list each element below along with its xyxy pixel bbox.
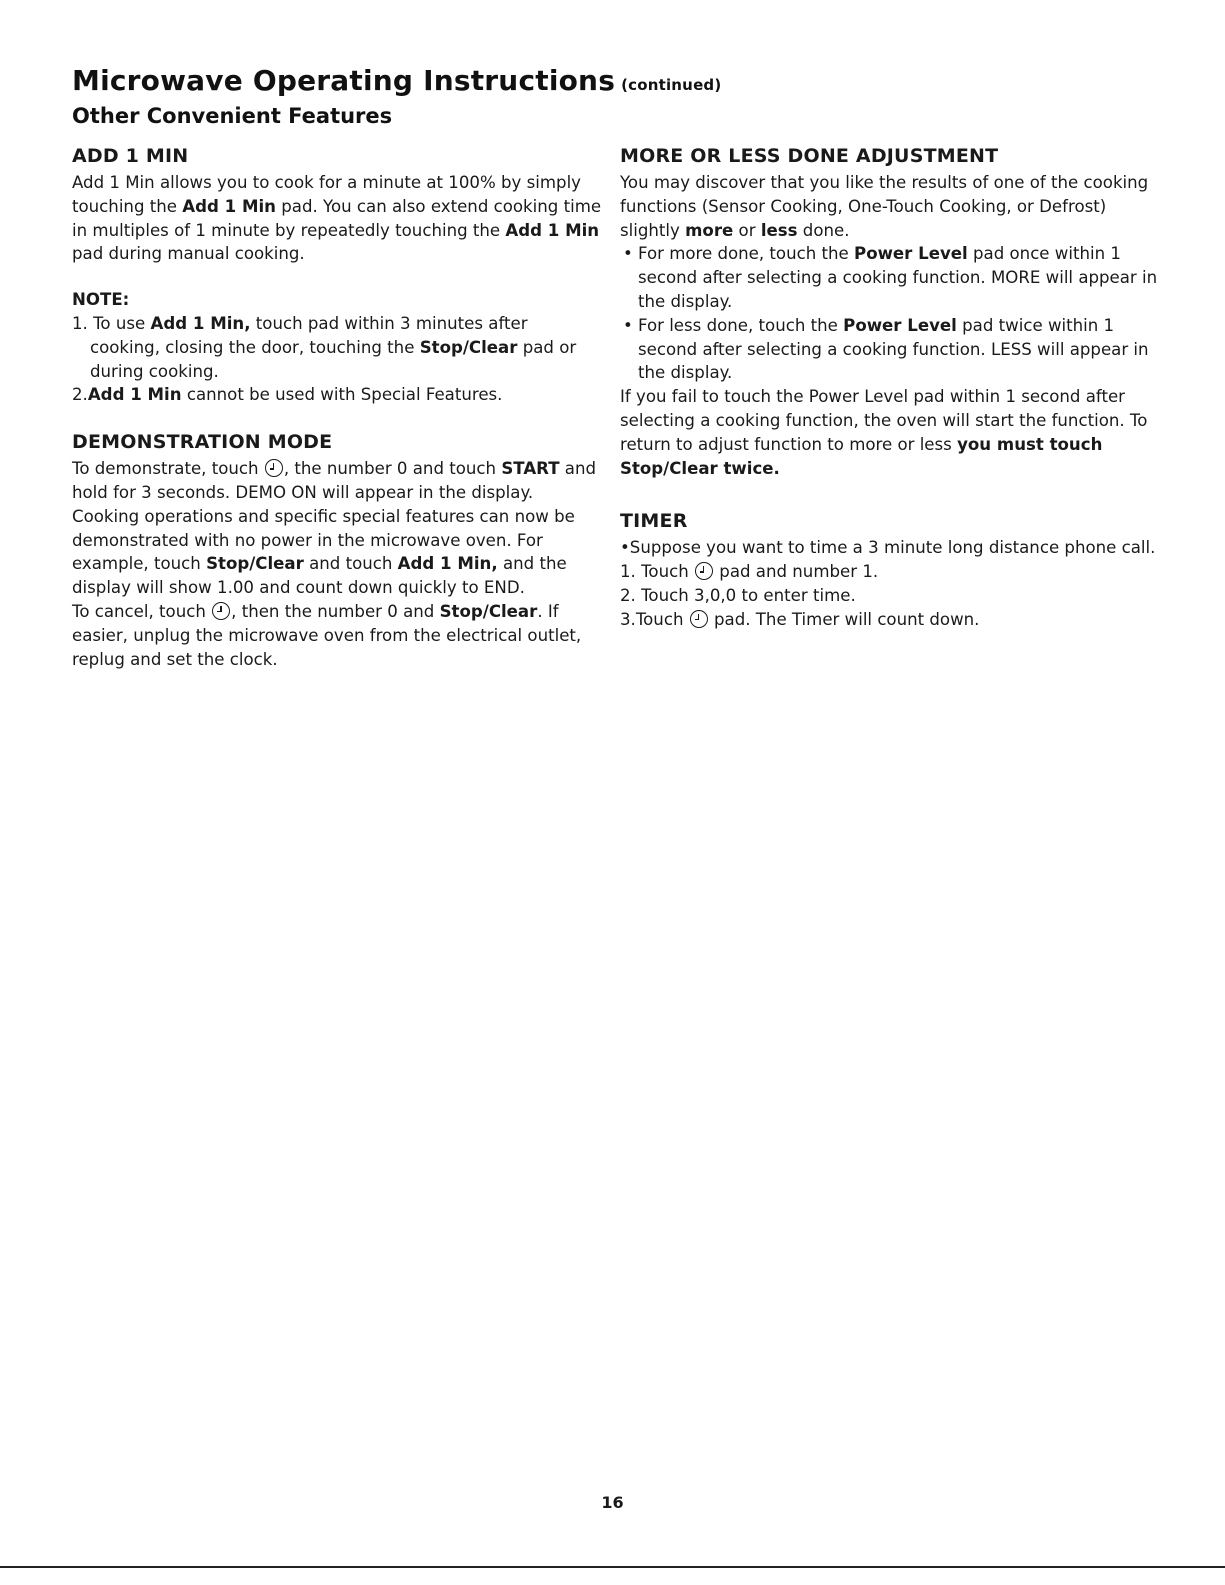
demo-heading: DEMONSTRATION MODE: [72, 431, 333, 454]
add1min-heading: ADD 1 MIN: [72, 145, 189, 167]
note-item-2: 2.Add 1 Min cannot be used with Special Features.: [72, 385, 503, 405]
page-number: 16: [601, 1493, 624, 1512]
clock-icon: [212, 602, 230, 620]
timer-step-3: 3.Touch pad. The Timer will count down.: [620, 609, 980, 629]
note-heading: NOTE:: [72, 290, 130, 310]
moreless-paragraph: You may discover that you like the results of one of the cooking functions (Sensor Cooking, One-Touch Cooking, or Defrost) slightly more or less done.: [620, 173, 1149, 240]
timer-step-1: 1. Touch pad and number 1.: [620, 562, 879, 582]
timer-heading: TIMER: [620, 510, 688, 533]
right-column: [620, 143, 1160, 632]
continued-label: (continued): [621, 76, 722, 94]
moreless-heading: MORE OR LESS DONE ADJUSTMENT: [620, 145, 999, 167]
clock-icon: [690, 610, 708, 628]
moreless-bullet-less: • For less done, touch the Power Level pad twice within 1 second after selecting a cooking function. LESS will appear in the display.: [620, 314, 1160, 385]
bottom-rule: [0, 1566, 1225, 1568]
note-item-1: 1. To use Add 1 Min, touch pad within 3 minutes after cooking, closing the door, touching the Stop/Clear pad or during cooking.: [72, 313, 577, 381]
page-title: [72, 64, 721, 97]
add1min-paragraph: Add 1 Min allows you to cook for a minute at 100% by simply touching the Add 1 Min pad. You can also extend cooking time in multiples of 1 minute by repeatedly touching the Add 1 Min pad during manual cooking.: [72, 173, 602, 264]
clock-icon: [265, 459, 283, 477]
timer-step-2: 2. Touch 3,0,0 to enter time.: [620, 585, 856, 605]
moreless-bullet-more: • For more done, touch the Power Level pad once within 1 second after selecting a cooking function. MORE will appear in the display.: [620, 242, 1160, 313]
demo-paragraph: To demonstrate, touch , the number 0 and touch START and hold for 3 seconds. DEMO ON will appear in the display. Cooking operations and specific special features can now be demonstrated with no power in the microwave oven. For example, touch Stop/Clear and touch Add 1 Min, and the display will show 1.00 and count down quickly to END.: [72, 459, 597, 598]
left-column: [72, 143, 602, 671]
moreless-paragraph-2: If you fail to touch the Power Level pad within 1 second after selecting a cooking function, the oven will start the function. To return to adjust function to more or less you must touch Stop/Clear twice.: [620, 387, 1148, 478]
title-text: Microwave Operating Instructions: [72, 64, 616, 97]
clock-icon: [695, 562, 713, 580]
timer-bullet: •Suppose you want to time a 3 minute long distance phone call.: [620, 538, 1156, 558]
demo-cancel-paragraph: To cancel, touch , then the number 0 and Stop/Clear. If easier, unplug the microwave oven from the electrical outlet, replug and set the clock.: [72, 601, 582, 669]
page-subtitle: Other Convenient Features: [72, 104, 393, 128]
